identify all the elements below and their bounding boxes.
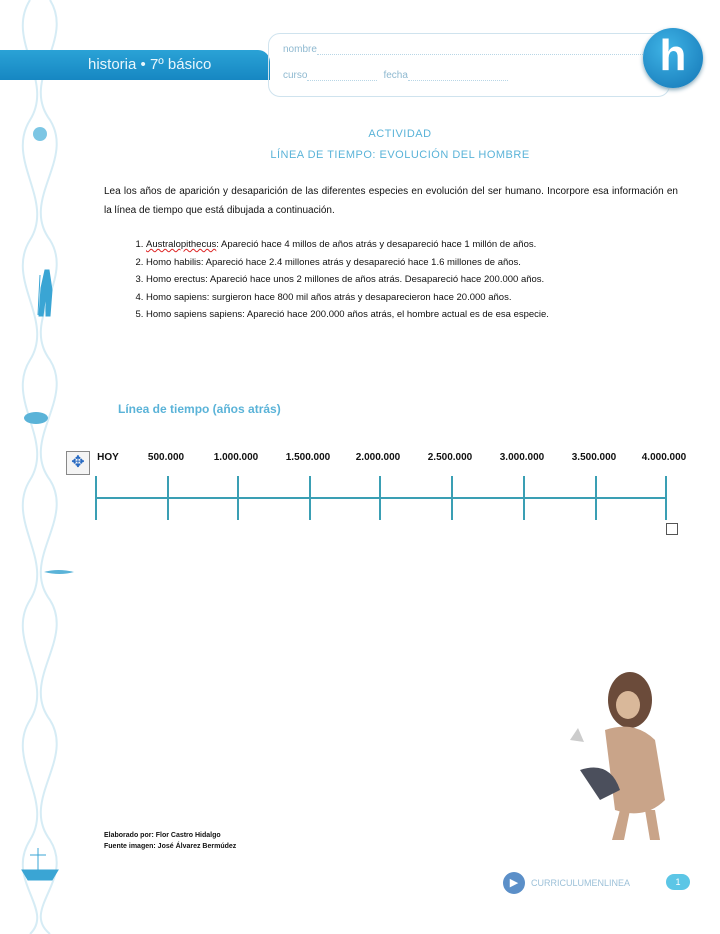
timeline-tick-label: 4.000.000 [641,452,687,463]
curriculum-logo [503,872,630,894]
course-label: curso [283,70,308,81]
timeline-tick-label: 2.000.000 [355,452,401,463]
timeline-tick-label: HOY [97,452,119,463]
species-text: : Apareció hace 2.4 millones atrás y desapareció hace 1.6 millones de años. [200,256,521,268]
timeline-tick-label: 1.000.000 [213,452,259,463]
species-text: : Apareció hace 200.000 años atrás, el hombre actual es de esa especie. [242,309,549,320]
subject-banner: historia • 7º básico [0,50,270,80]
resize-handle[interactable] [666,523,678,535]
species-name: Australopithecus [146,239,217,250]
species-text: : surgieron hace 800 mil años atrás y desaparecieron hace 20.000 años. [206,291,512,303]
credit-author: Elaborado por: Flor Castro Hidalgo [104,832,221,839]
instructions: Lea los años de aparición y desaparición de las diferentes especies en evolución del ser humano. Incorpore esa información en la línea de tiempo que está dibujada a continuación. [104,186,678,216]
species-name: Homo sapiens sapiens [146,309,243,320]
caveman-illustration [560,660,690,850]
play-icon: ▶ [503,872,525,894]
brand-name: CURRICULUMENLINEA [531,878,631,888]
credit-image: Fuente imagen: José Álvarez Bermúdez [104,843,237,850]
species-name: Homo habilis [146,256,201,268]
history-logo: h [643,28,703,88]
species-text: : Apareció hace unos 2 millones de años atrás. Desapareció hace 200.000 años. [205,274,545,285]
credits [104,830,236,852]
species-name: Homo erectus [146,274,206,285]
move-handle-icon[interactable]: ✥ [66,451,90,475]
date-label: fecha [383,70,408,81]
timeline-tick-label: 500.000 [147,452,185,463]
name-label: nombre [283,44,317,55]
timeline-title: Línea de tiempo (años atrás) [118,402,281,416]
activity-label: ACTIVIDAD [368,128,432,140]
activity-title: LÍNEA DE TIEMPO: EVOLUCIÓN DEL HOMBRE [270,149,530,161]
timeline-tick-label: 3.500.000 [571,452,617,463]
page-number: 1 [666,874,690,890]
timeline-tick-label: 3.000.000 [499,452,545,463]
species-name: Homo sapiens [146,291,207,303]
timeline-tick-label: 2.500.000 [427,452,473,463]
species-text: : Apareció hace 4 millos de años atrás y desapareció hace 1 millón de años. [216,239,537,250]
timeline-tick-label: 1.500.000 [285,452,331,463]
